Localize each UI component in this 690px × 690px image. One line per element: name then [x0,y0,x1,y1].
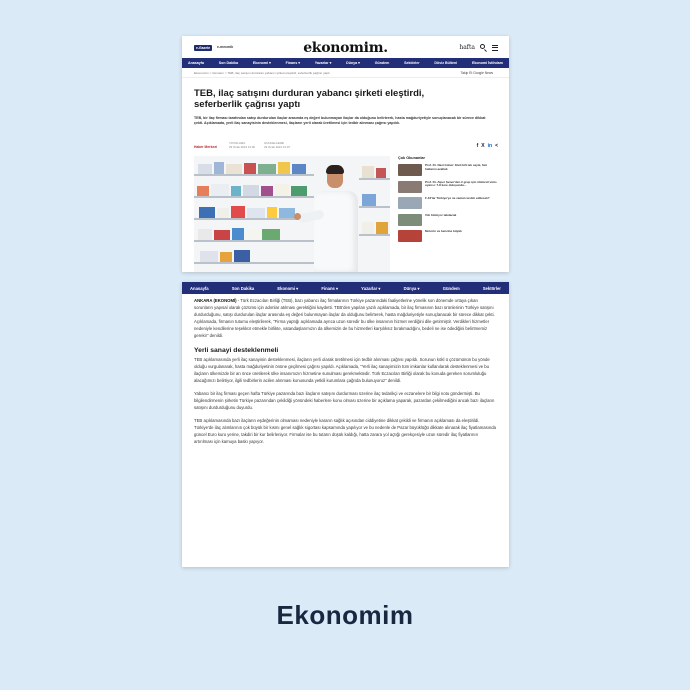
nav-item[interactable]: Döviz Bülteni [434,61,458,65]
most-read-item[interactable] [398,197,498,213]
article-body [182,294,509,446]
pharmacist-figure [314,191,358,272]
breadcrumb[interactable]: Ekonomim > Gündem > TEB, ilaç satışını durduran yabancı şirketi eleştirdi, seferberlik çağrısı yaptı [194,71,330,75]
most-read-text[interactable]: Prof. Dr. Alper Şener'den 2 grup için ölümcül virüs uyarısı: 7-8 kere duluşunda... [425,179,497,188]
most-read-item[interactable] [398,181,498,197]
follow-google-news[interactable]: Takip Et Google News [460,71,493,75]
nav-item[interactable]: Anasayfa [188,61,204,65]
article-body-card [182,282,509,567]
nav-item[interactable]: Dünya ▾ [403,285,420,291]
main-nav-compact [182,282,509,294]
site-logo[interactable]: ekonomim. [303,40,388,56]
published-date [229,141,255,149]
search-icon[interactable] [480,44,487,51]
most-read-text[interactable]: Prof. Dr. Nazi Güner: Eleti bilt tek sayılı, faiz hatlarını azaltalı [425,163,488,171]
nav-item[interactable]: Ekonomi İstihdam [471,61,503,65]
nav-item[interactable]: Ekonomi ▾ [277,285,299,291]
most-read-item[interactable] [398,230,498,246]
article-meta [194,140,498,152]
most-read-text[interactable]: F-16'lar Türkiye'ye ne zaman teslim edilecek? [425,196,490,200]
author-link[interactable]: Haber Merkezi [194,145,217,149]
updated-date [264,141,290,149]
most-read-thumbnail[interactable] [398,197,422,209]
article-spot: TEB, bir ilaç firması tarafından satışı durdurulan ilaçlar arasında eş değeri bulunmayan ilaçlar da olduğunu belirterek, hasta mağduriyetiyle sonuçlanacak bir sürece dikkat çekti. Açıklamada, yerli ilaç sanayisinin desteklenmesi, ilaçların yerli olarak üretilmesi için tedbir alınması çağrısı yapıldı. [194,116,486,125]
top-actions [459,44,499,51]
nav-item[interactable]: Son Dakika [231,285,255,291]
published-value: 29 Ocak 2024 13:00 [229,145,256,150]
nav-item[interactable]: Yazarlar ▾ [361,285,381,291]
most-read-thumbnail[interactable] [398,181,422,193]
most-read-thumbnail[interactable] [398,214,422,226]
article-title: TEB, ilaç satışını durduran yabancı şirketi eleştirdi, seferberlik çağrısı yaptı [194,88,425,110]
linkedin-icon[interactable]: in [487,143,493,149]
nav-item[interactable]: Gündem [374,61,390,65]
nav-item[interactable]: Ekonomi ▾ [252,61,271,65]
nav-item[interactable]: Anasayfa [190,285,209,291]
nav-item[interactable]: Finans ▾ [285,61,301,65]
x-icon[interactable]: X [481,143,485,149]
page-caption: Ekonomim [276,600,414,630]
breadcrumb-row [182,68,509,78]
emecmua-link[interactable]: e-mecmik [217,45,234,49]
most-read-text[interactable]: Motorin ve benzine büyük [425,229,462,233]
most-read-title: Çok Okunanlar [398,156,426,160]
nav-item[interactable]: Sektörler [404,61,420,65]
nav-item[interactable]: Yazarlar ▾ [314,61,332,65]
article-header-card [182,36,509,272]
article-paragraph: Yabancı bir ilaç firması geçen hafta Türkiye pazarında bazı ilaçların satışını durdurması üzerine ilaç tedarikçi ve eczanelere bir bilgi notu göndermişti. Bu bilgilendirmenin şirketin Türkiye pazarından çekildiği yönündeki haberlere konu olması üzerine bir açıklama yaparak, pazardan çekilmediğini ancak bazı ilaçların satışını durdurduğunu duyurdu. [194,391,495,411]
nav-item[interactable]: Dünya ▾ [346,61,360,65]
article-lead [194,298,497,339]
article-photo-pharmacy [194,156,390,272]
article-paragraph: TEB açıklamasında bazı ilaçların eşdeğerinin olmaması nedeniyle kararın sağlık açısından ciddiyetine dikkat çekildi ve firmanın açıklaması da eleştirildi. Türkiye'de ilaç alımlarının çok büyük bir kısmı genel sağlık sigortası kapsamında yapılıyor ve bu nedenle de Pazar büyüklüğü dikkate alınarak ilaç fiyatlamasında güncel Euro kuru yerine, takdiri bir kur belirleniyor. Firmalar ise bu tutarın düşük kaldığı, hatta zarara yol açtığı gerekçesiyle uzun süredir ilaç fiyatlarının artırılması için kamuya baskı yapıyor. [194,418,497,445]
most-read-thumbnail[interactable] [398,230,422,242]
nav-item[interactable]: Finans ▾ [321,285,339,291]
article-paragraph: TEB açıklamasında yerli ilaç sanayinin desteklenmesi, ilaçların yerli olarak üretilmesi için tedbir alınması çağrısı yapıldı. Sorunun kökl ü çözümünün bu yönde olduğu vurgulanarak, hasta mağduriyetinin önüne geçilmesi çağrısı yapıldı. Açıklamada, "Yerli ilaç sanayimizin tüm imkanlar kullanılarak desteklenmesi ve bu ilaçların ülkemizde bir an önce üretilerek ülke insanımızın hizmetine sunulması gerekmektedir. Türk Eczacıları Birliği olarak bu konuda gereken sorumluluğu alacağımızı belirtiyor, ilgili tedbirlerin acilen alınması konusunda yetkili kurumlara çağrıda bulunuyoruz" denildi. [194,357,490,384]
hamburger-icon[interactable] [492,44,499,51]
share-buttons [477,143,498,149]
hafta-link[interactable]: hafta [459,44,475,51]
dateline: ANKARA (EKONOMİ) [194,298,237,303]
egazete-link[interactable]: e-Gazete [196,46,211,50]
site-topbar [182,36,509,58]
article-subheading: Yerli sanayi desteklenmeli [194,347,279,355]
facebook-icon[interactable]: f [476,143,479,149]
lead-text: - Türk Eczacıları Birliği (TEB), bazı yabancı ilaç firmalarının Türkiye pazarındaki faaliyetlerine yönelik son dönemde ortaya çıkan sorunların yapısal olarak çözümü için adımlar atılması gerektiğini kaydetti. TEB'den yapılan yazılı açıklamada, bir ilaç firmasının bazı ürünlerinin Türkiye satışını durdurduğunu, satışı durdurulan ilaçlar arasında eş değeri bulunmayan ilaçlar da olduğunu belirterek, hasta mağduriyetiyle sonuçlanacak bir sürece dikkat çekti. Açıklamada, firmanın tutumu eleştirilerek, "Firma yaptığı açıklamada ayrıca uzun süredir bu ülke insanının hizmet verdiğini dile getirmiştir. Verdikleri hizmetler nedeniyle kendilerine teşekkür etmekle birlikte, vatandaşlarımızın da ülkemizin de bu hizmetleri karşılıksız bırakmadığını, bedeli ne ise ödediğini belirtmemiz gerekir" denildi. [194,298,495,338]
nav-item[interactable]: Sektörler [482,285,501,291]
updated-label: GÜNCELLEME [264,141,284,145]
updated-value: 29 Ocak 2024 13:07 [264,145,291,150]
published-label: YAYINLAMA [229,141,246,145]
most-read-item[interactable] [398,214,498,230]
nav-item[interactable]: Son Dakika [218,61,239,65]
most-read-thumbnail[interactable] [398,164,422,176]
most-read-text[interactable]: Vizi bitmiyor takılacak [425,212,457,217]
most-read-item[interactable] [398,164,498,180]
main-nav [182,58,509,68]
share-icon[interactable]: < [495,143,498,149]
most-read-sidebar [398,156,498,247]
nav-item[interactable]: Gündem [442,285,460,291]
